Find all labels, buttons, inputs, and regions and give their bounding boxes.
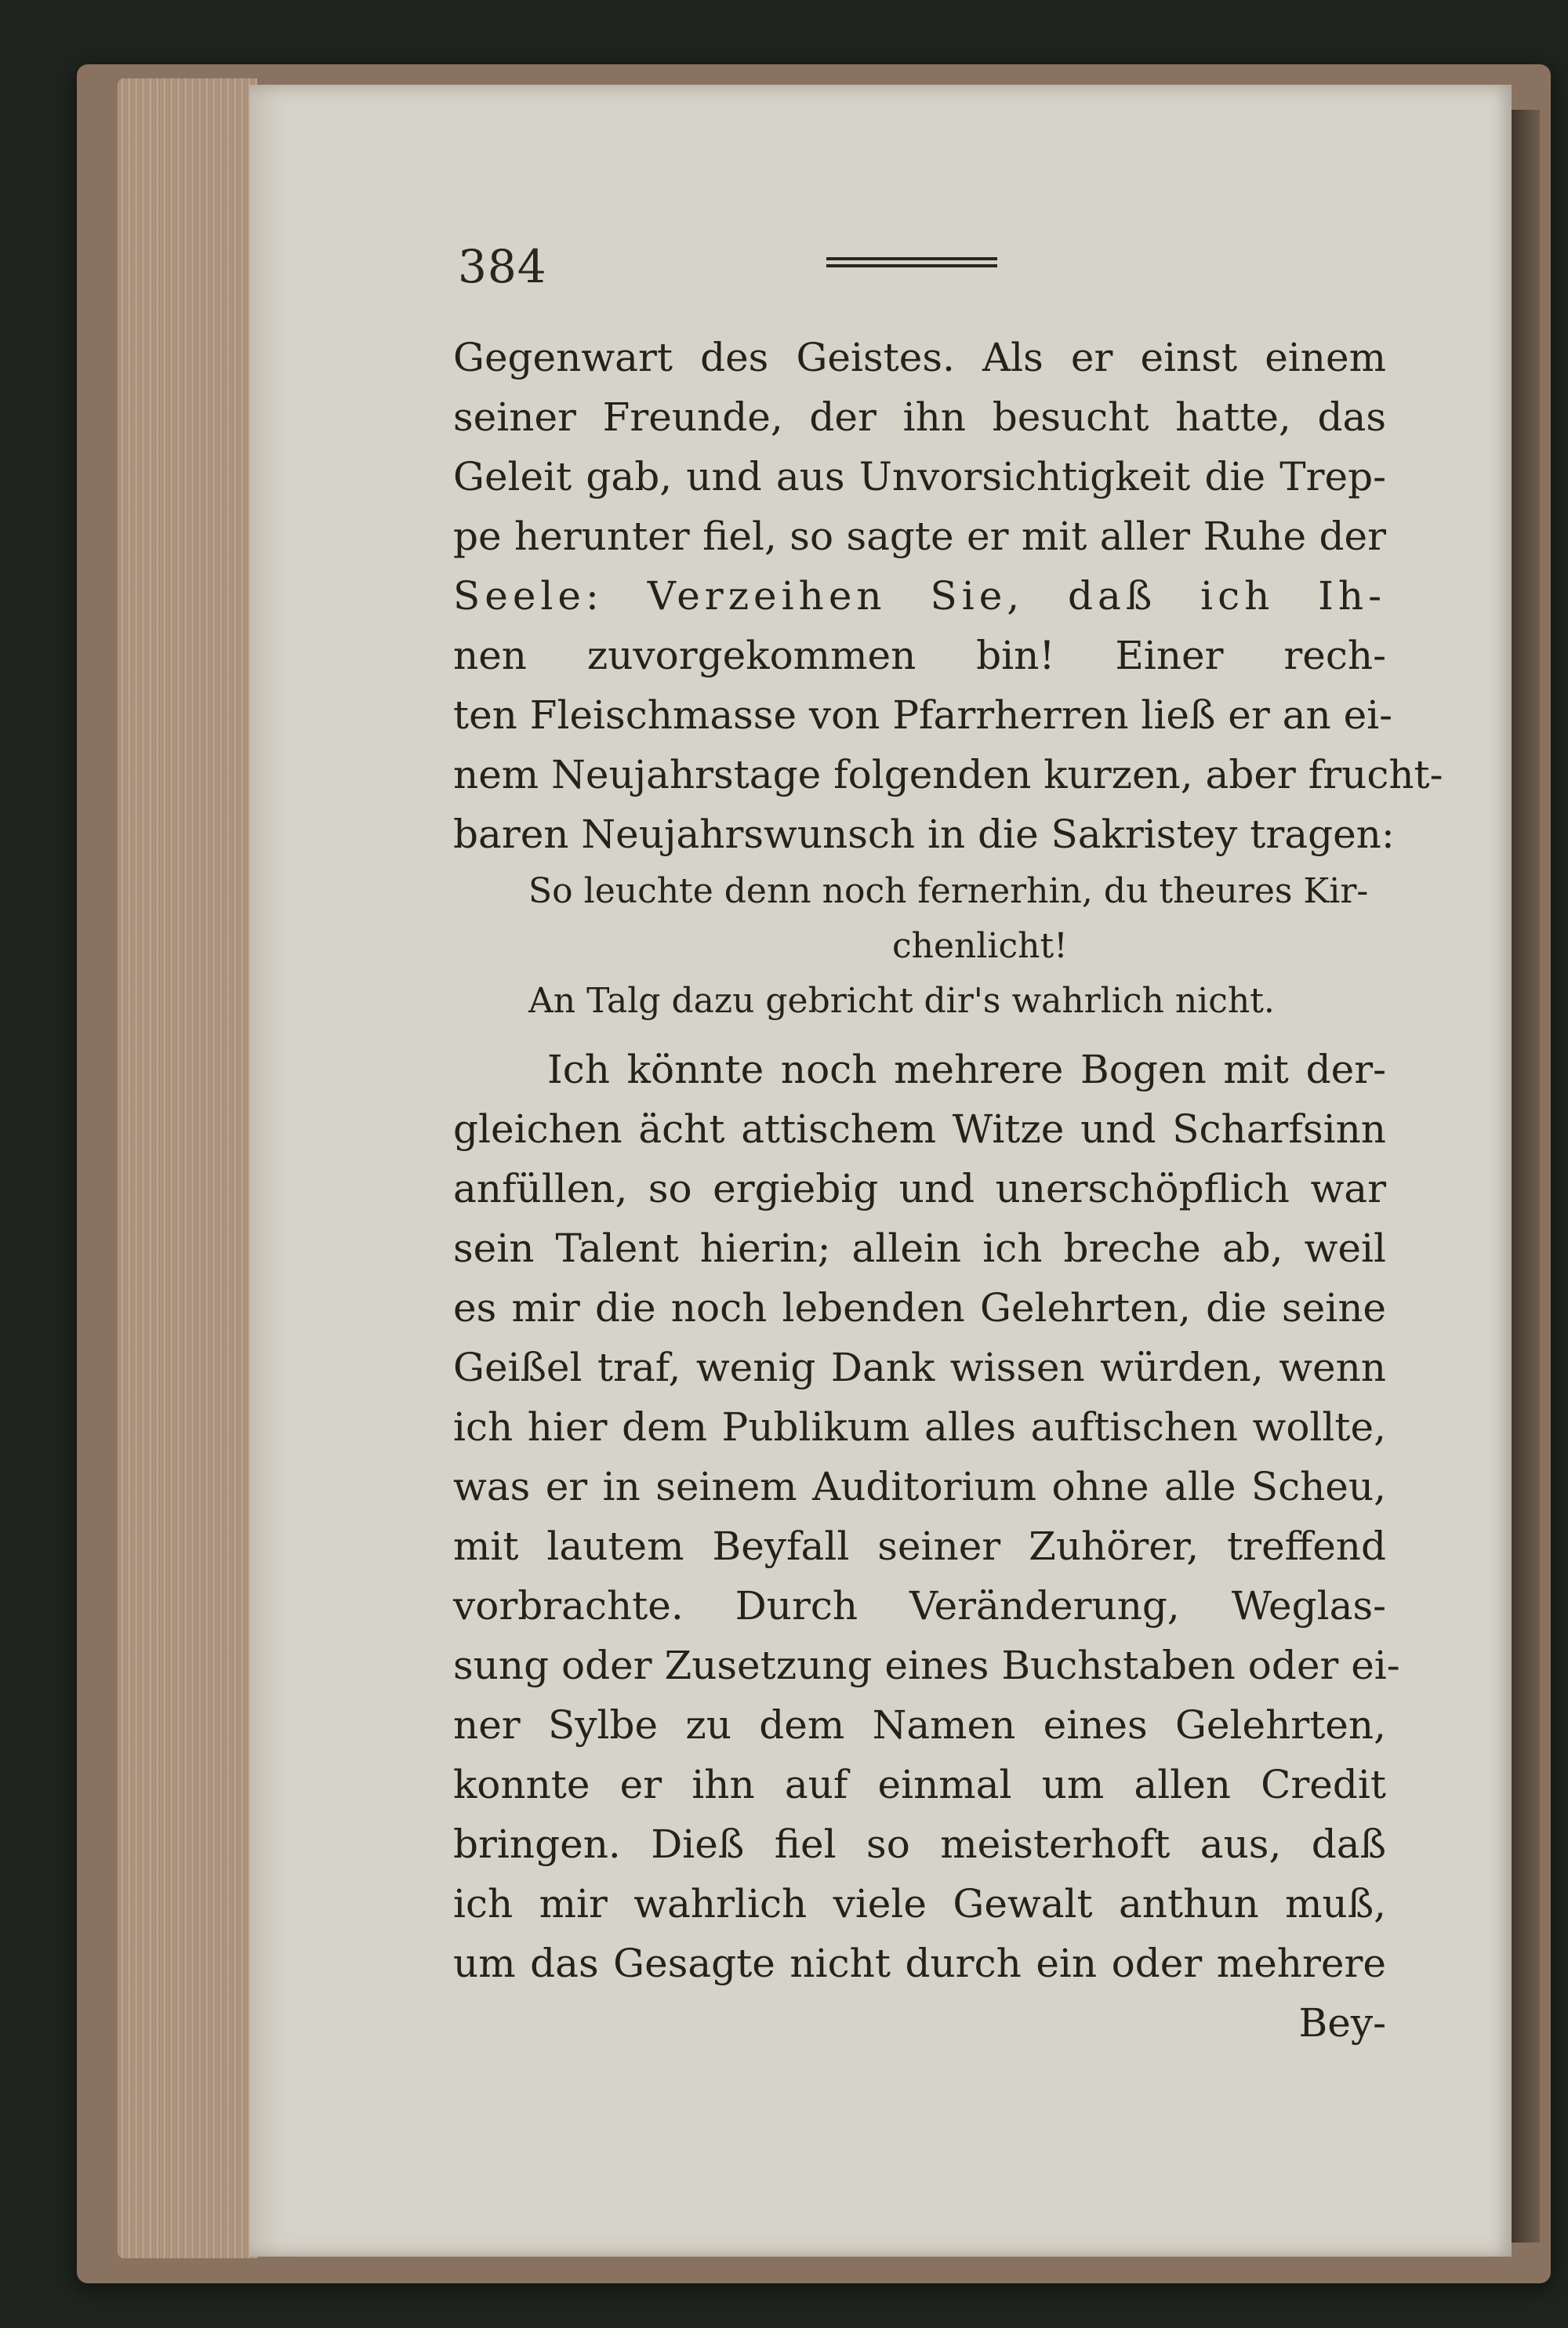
text-line: Ich könnte noch mehrere Bogen mit der-: [547, 1047, 1386, 1092]
text-line: baren Neujahrswunsch in die Sakristey tragen:: [453, 812, 1395, 857]
text-line: es mir die noch lebenden Gelehrten, die seine: [453, 1285, 1386, 1331]
text-line: konnte er ihn auf einmal um allen Credit: [453, 1762, 1386, 1807]
text-line: ten Fleischmasse von Pfarrherren ließ er an ei-: [453, 692, 1393, 738]
text-line: gleichen ächt attischem Witze und Scharfsinn: [453, 1106, 1386, 1152]
text-line: ich hier dem Publikum alles auftischen wollte,: [453, 1404, 1386, 1450]
text-line: ner Sylbe zu dem Namen eines Gelehrten,: [453, 1702, 1386, 1748]
text-line: sein Talent hierin; allein ich breche ab, weil: [453, 1226, 1386, 1271]
verse-line: So leuchte denn noch fernerhin, du theures Kir-: [528, 871, 1369, 911]
text-line: Geleit gab, und aus Unvorsichtigkeit die Trep-: [453, 454, 1386, 499]
catchword: Bey-: [1298, 2000, 1386, 2046]
text-line: pe herunter fiel, so sagte er mit aller Ruhe der: [453, 514, 1386, 559]
verse-line: chenlicht!: [892, 926, 1068, 966]
text-line: sung oder Zusetzung eines Buchstaben oder ei-: [453, 1643, 1400, 1688]
page-edges: [118, 78, 257, 2258]
text-line: bringen. Dieß fiel so meisterhoft aus, daß: [453, 1821, 1386, 1867]
facing-page-edge: [1508, 110, 1540, 2243]
text-line: Gegenwart des Geistes. Als er einst einem: [453, 335, 1386, 380]
text-line: Geißel traf, wenig Dank wissen würden, wenn: [453, 1345, 1386, 1390]
header-rule-ornament: [826, 257, 997, 271]
text-line: um das Gesagte nicht durch ein oder mehrere: [453, 1941, 1386, 1986]
text-line: anfüllen, so ergiebig und unerschöpflich war: [453, 1166, 1386, 1211]
page-text: [453, 328, 1443, 2053]
text-line: vorbrachte. Durch Veränderung, Weglas-: [453, 1583, 1386, 1629]
text-line: Seele: Verzeihen Sie, daß ich Ih-: [453, 573, 1386, 619]
page-number: 384: [458, 240, 547, 293]
text-line: mit lautem Beyfall seiner Zuhörer, treffend: [453, 1524, 1386, 1569]
verse-line: An Talg dazu gebricht dir's wahrlich nicht.: [528, 981, 1275, 1021]
text-line: nen zuvorgekommen bin! Einer rech-: [453, 633, 1386, 678]
text-line: nem Neujahrstage folgenden kurzen, aber frucht-: [453, 752, 1443, 797]
text-line: was er in seinem Auditorium ohne alle Scheu,: [453, 1464, 1386, 1509]
text-line: ich mir wahrlich viele Gewalt anthun muß,: [453, 1881, 1386, 1927]
text-line: seiner Freunde, der ihn besucht hatte, das: [453, 394, 1386, 440]
